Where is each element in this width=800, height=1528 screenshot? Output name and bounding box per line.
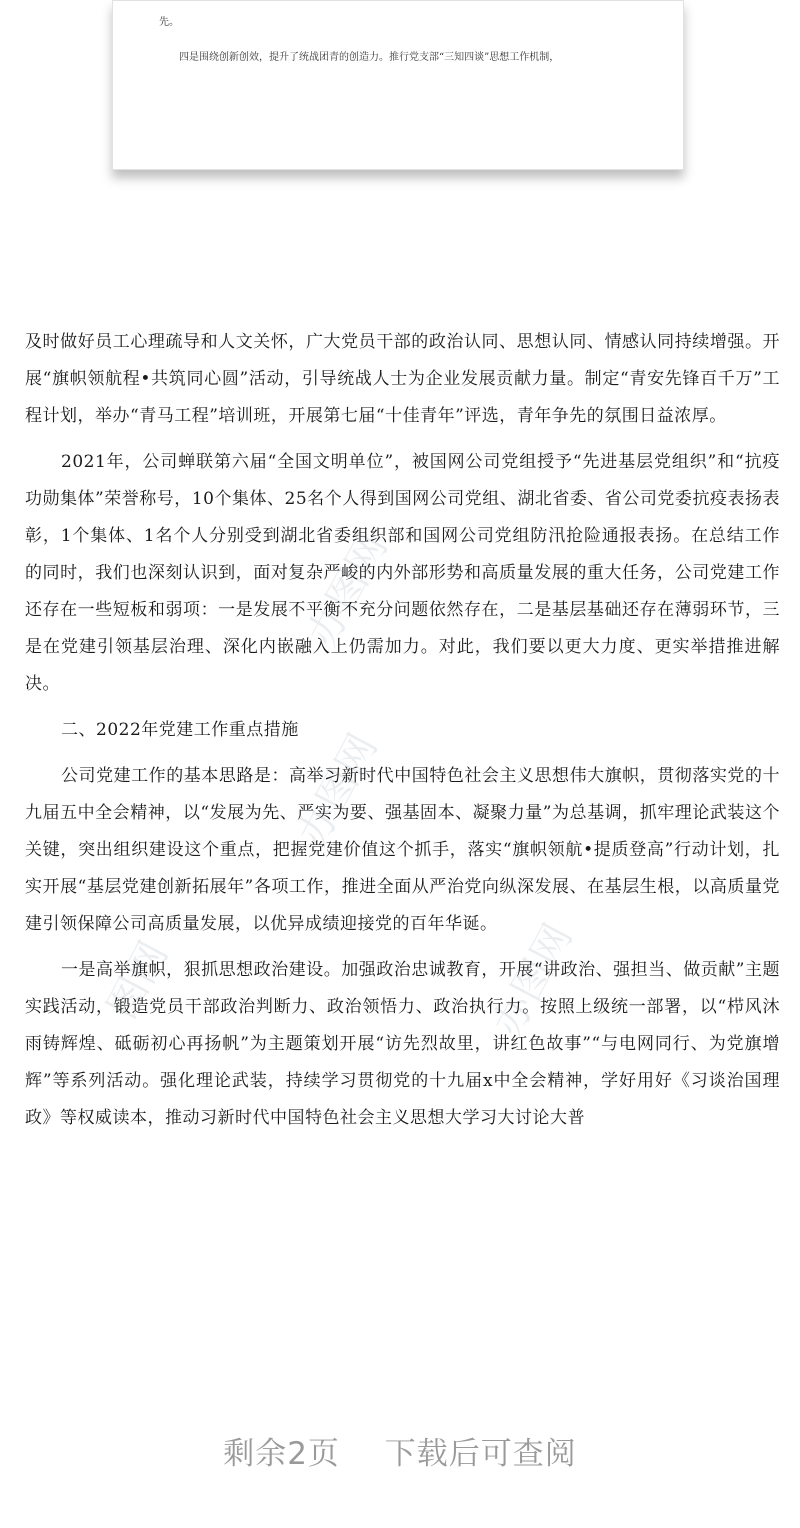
section-heading: 二、2022年党建工作重点措施 <box>61 720 299 740</box>
remaining-pages-label: 剩余2页 <box>223 1436 340 1472</box>
paragraph-2021-summary: 2021年，公司蝉联第六届“全国文明单位”，被国网公司党组授予“先进基层党组织”和“抗疫功勋集体”荣誉称号，10个集体、25名个人得到国网公司党组、湖北省委、省公司党委抗疫表扬表彰，1个集体、1名个人分别受到湖北省委组织部和国网公司党组防汛抢险通报表扬。在总结工作的同时，我们也深刻认识到，面对复杂严峻的内外部形势和高质量发展的重大任务，公司党建工作还存在一些短板和弱项：一是发展不平衡不充分问题依然存在，二是基层基础还存在薄弱环节，三是在党建引领基层治理、深化内嵌融入上仍需加力。对此，我们要以更大力度、更实举措推进解决。 <box>25 452 780 694</box>
download-to-view-label: 下载后可查阅 <box>384 1436 577 1472</box>
document-preview-card <box>112 0 684 170</box>
paragraph-basic-approach: 公司党建工作的基本思路是：高举习新时代中国特色社会主义思想伟大旗帜，贯彻落实党的十九届五中全会精神，以“发展为先、严实为要、强基固本、凝聚力量”为总基调，抓牢理论武装这个关键，突出组织建设这个重点，把握党建价值这个抓手，落实“旗帜领航•提质登高”行动计划，扎实开展“基层党建创新拓展年”各项工作，推进全面从严治党向纵深发展、在基层生根，以高质量党建引领保障公司高质量发展，以优异成绩迎接党的百年华诞。 <box>25 766 780 934</box>
paragraph-measure-one: 一是高举旗帜，狠抓思想政治建设。加强政治忠诚教育，开展“讲政治、强担当、做贡献”主题实践活动，锻造党员干部政治判断力、政治领悟力、政治执行力。按照上级统一部署，以“栉风沐雨铸辉煌、砥砺初心再扬帆”为主题策划开展“访先烈故里，讲红色故事”“与电网同行、为党旗增辉”等系列活动。强化理论武装，持续学习贯彻党的十九届x中全会精神，学好用好《习谈治国理政》等权威读本，推动习新时代中国特色社会主义思想大学习大讨论大普 <box>25 960 780 1128</box>
watermark: 图网 <box>99 934 178 1027</box>
download-prompt[interactable] <box>0 1428 800 1473</box>
watermark: 办图网 <box>289 726 387 854</box>
preview-line-1: 先。 <box>159 17 179 28</box>
preview-line-2: 四是围绕创新创效，提升了统战团青的创造力。推行党支部“三知四谈”思想工作机制， <box>179 52 560 63</box>
watermark: 办图网 <box>484 916 582 1044</box>
paragraph-continuation: 及时做好员工心理疏导和人文关怀，广大党员干部的政治认同、思想认同、情感认同持续增强。开展“旗帜领航程•共筑同心圆”活动，引导统战人士为企业发展贡献力量。制定“青安先锋百千万”工程计划，举办“青马工程”培训班，开展第七届“十佳青年”评选，青年争先的氛围日益浓厚。 <box>25 332 780 426</box>
watermark: 办图网 <box>299 526 397 654</box>
document-body <box>25 324 780 1137</box>
